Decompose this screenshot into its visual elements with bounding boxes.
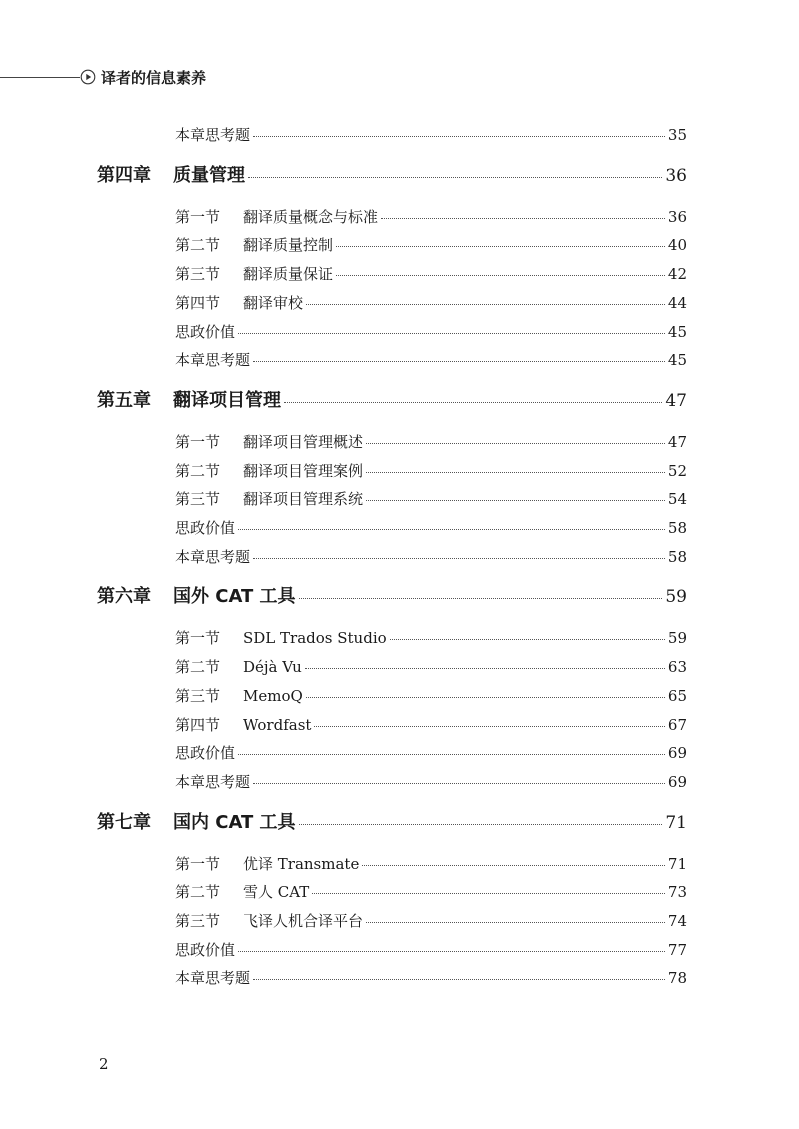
entry-title: 翻译项目管理案例 (243, 461, 364, 480)
dot-leader (366, 922, 665, 923)
page-ref: 47 (665, 390, 687, 411)
toc-entry-row[interactable] (175, 349, 687, 371)
toc-entry-row[interactable] (175, 488, 687, 510)
entry-title: 翻译质量控制 (243, 236, 334, 255)
section-number: 第三节 (175, 686, 221, 705)
page-ref: 36 (665, 165, 687, 186)
chapter-number: 第四章 (97, 164, 151, 186)
entry-title: 雪人 CAT (243, 883, 310, 902)
dot-leader (253, 783, 665, 784)
toc-chapter-row[interactable] (97, 386, 687, 412)
dot-leader (299, 824, 663, 825)
entry-title: 本章思考题 (175, 772, 251, 791)
entry-title: 翻译项目管理概述 (243, 432, 364, 451)
entry-title: 翻译质量保证 (243, 265, 334, 284)
dot-leader (306, 697, 665, 698)
page-ref: 69 (667, 744, 687, 763)
running-head-title: 译者的信息素养 (101, 69, 207, 87)
entry-title: 本章思考题 (175, 126, 251, 144)
page-ref: 52 (667, 461, 687, 480)
dot-leader (299, 598, 663, 599)
entry-title: 本章思考题 (175, 351, 251, 370)
toc-entry-row[interactable] (175, 234, 687, 256)
toc-entry-row[interactable] (175, 206, 687, 228)
page-ref: 59 (667, 629, 687, 648)
toc-entry-row[interactable] (175, 627, 687, 649)
dot-leader (366, 500, 665, 501)
entry-title: 思政价值 (175, 940, 236, 959)
entry-title: SDL Trados Studio (243, 629, 387, 648)
dot-leader (284, 402, 662, 403)
toc-entry-row[interactable] (175, 939, 687, 961)
section-number: 第三节 (175, 912, 221, 930)
toc-entry-row[interactable] (175, 321, 687, 343)
chapter-number: 第七章 (97, 811, 151, 833)
toc-entry-row[interactable] (175, 124, 687, 146)
entry-title: 优译 Transmate (243, 854, 360, 873)
chapter-title: 质量管理 (173, 164, 245, 186)
section-number: 第二节 (175, 658, 221, 677)
page-number: 2 (99, 1055, 109, 1073)
page-ref: 54 (667, 490, 687, 509)
chapter-title: 国外 CAT 工具 (173, 586, 296, 608)
toc-entry-row[interactable] (175, 517, 687, 539)
page-ref: 58 (667, 547, 687, 566)
page-ref: 40 (667, 236, 687, 255)
page-ref: 69 (667, 772, 687, 791)
toc-entry-row[interactable] (175, 431, 687, 453)
section-number: 第四节 (175, 293, 221, 312)
toc-entry-row[interactable] (175, 742, 687, 764)
page-ref: 42 (667, 265, 687, 284)
toc-entry-row[interactable] (175, 910, 687, 932)
dot-leader (248, 177, 662, 178)
entry-title: 飞译人机合译平台 (243, 912, 364, 930)
page-ref: 45 (667, 351, 687, 370)
chapter-number: 第五章 (97, 389, 151, 411)
section-number: 第一节 (175, 207, 221, 226)
dot-leader (306, 304, 665, 305)
dot-leader (381, 218, 665, 219)
dot-leader (336, 275, 665, 276)
page-ref: 77 (667, 940, 687, 959)
entry-title: 本章思考题 (175, 547, 251, 566)
dot-leader (305, 668, 665, 669)
section-number: 第二节 (175, 883, 221, 902)
dot-leader (238, 529, 665, 530)
page-ref: 36 (667, 207, 687, 226)
dot-leader (253, 361, 665, 362)
dot-leader (238, 333, 665, 334)
section-number: 第三节 (175, 265, 221, 284)
toc-entry-row[interactable] (175, 546, 687, 568)
entry-title: 翻译项目管理系统 (243, 490, 364, 509)
toc-entry-row[interactable] (175, 685, 687, 707)
page-ref: 45 (667, 322, 687, 341)
page-ref: 78 (667, 969, 687, 988)
entry-title: 翻译审校 (243, 293, 304, 312)
dot-leader (362, 865, 665, 866)
page-ref: 47 (667, 432, 687, 451)
toc-chapter-row[interactable] (97, 808, 687, 834)
toc-chapter-row[interactable] (97, 161, 687, 187)
dot-leader (390, 639, 665, 640)
section-number: 第二节 (175, 461, 221, 480)
toc-entry-row[interactable] (175, 853, 687, 875)
entry-title: 思政价值 (175, 322, 236, 341)
section-number: 第三节 (175, 490, 221, 509)
page-ref: 63 (667, 658, 687, 677)
chapter-number: 第六章 (97, 586, 151, 608)
page-ref: 73 (667, 883, 687, 902)
dot-leader (253, 558, 665, 559)
page-ref: 59 (665, 587, 687, 608)
dot-leader (366, 472, 665, 473)
section-number: 第一节 (175, 854, 221, 873)
entry-title: 思政价值 (175, 744, 236, 763)
section-number: 第一节 (175, 432, 221, 451)
page-ref: 71 (667, 854, 687, 873)
page-ref: 58 (667, 519, 687, 537)
page-ref: 71 (665, 812, 687, 833)
toc-entry-row[interactable] (175, 881, 687, 903)
dot-leader (238, 951, 665, 952)
page-ref: 35 (667, 126, 687, 144)
page-ref: 44 (667, 293, 687, 312)
toc-entry-row[interactable] (175, 967, 687, 989)
entry-title: MemoQ (243, 686, 303, 705)
entry-title: Déjà Vu (243, 658, 302, 677)
toc-entry-row[interactable] (175, 292, 687, 314)
toc-entry-row[interactable] (175, 460, 687, 482)
section-number: 第四节 (175, 715, 221, 734)
entry-title: 本章思考题 (175, 969, 251, 988)
chapter-title: 国内 CAT 工具 (173, 811, 296, 833)
dot-leader (312, 893, 665, 894)
entry-title: 翻译质量概念与标准 (243, 207, 379, 226)
dot-leader (336, 246, 665, 247)
toc-entry-row[interactable] (175, 714, 687, 736)
toc-entry-row[interactable] (175, 771, 687, 793)
section-number: 第一节 (175, 629, 221, 648)
dot-leader (366, 443, 665, 444)
toc-entry-row[interactable] (175, 263, 687, 285)
entry-title: 思政价值 (175, 519, 236, 537)
dot-leader (253, 979, 665, 980)
dot-leader (238, 754, 665, 755)
section-number: 第二节 (175, 236, 221, 255)
chapter-title: 翻译项目管理 (173, 389, 281, 411)
entry-title: Wordfast (243, 715, 312, 734)
page-ref: 74 (667, 912, 687, 930)
dot-leader (253, 136, 665, 137)
toc-chapter-row[interactable] (97, 582, 687, 608)
page-ref: 67 (667, 715, 687, 734)
dot-leader (314, 726, 664, 727)
toc-entry-row[interactable] (175, 656, 687, 678)
page-ref: 65 (667, 686, 687, 705)
